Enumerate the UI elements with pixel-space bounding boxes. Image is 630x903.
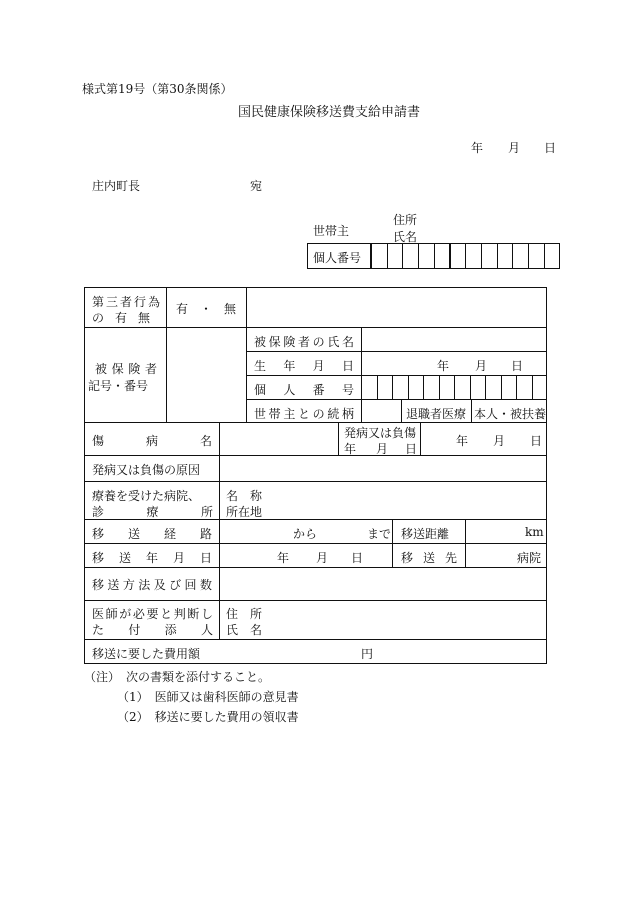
- transfer-day-label: 日: [351, 551, 364, 565]
- insured-label-1: 被保険者: [95, 362, 157, 376]
- date-day-label: 日: [544, 141, 557, 155]
- cost-unit: 円: [361, 647, 374, 661]
- onset-date-year: 年: [456, 434, 469, 448]
- notes-item-2: （2） 移送に要した費用の領収書: [117, 710, 299, 724]
- my-number-digit-box[interactable]: [402, 243, 419, 269]
- addressee-name: 庄内町長: [92, 179, 141, 193]
- retired-label: 退職者医療: [406, 407, 467, 421]
- my-number-digit-box[interactable]: [450, 243, 467, 269]
- birth-month-label: 月: [475, 359, 488, 373]
- hospital-location-label: 所在地: [226, 505, 263, 519]
- my-number-digit-box[interactable]: [371, 243, 388, 269]
- destination-label: 移送先: [401, 551, 457, 565]
- addressee-honorific: 宛: [250, 179, 263, 193]
- method-label: 移送方法及び回数: [92, 578, 212, 592]
- retired-value[interactable]: 本人・被扶養: [474, 407, 547, 421]
- third-party-label-2: の有無: [92, 311, 150, 325]
- my-number-digit-box[interactable]: [497, 243, 514, 269]
- hospital-label-2-a: 診: [92, 505, 105, 519]
- cause-label: 発病又は負傷の原因: [92, 463, 201, 477]
- onset-label-1: 発病又は負傷: [344, 426, 417, 440]
- form-title: 国民健康保険移送費支給申請書: [238, 105, 421, 120]
- notes-item-1: （1） 医師又は歯科医師の意見書: [117, 690, 299, 704]
- personal-number-digit-divider: [439, 375, 440, 399]
- personal-number-digit-divider: [532, 375, 533, 399]
- personal-number-digit-divider: [470, 375, 471, 399]
- transfer-date-label: 移送年月日: [92, 551, 212, 565]
- personal-number-digit-divider: [408, 375, 409, 399]
- insured-label-2: 記号・番号: [88, 379, 149, 393]
- personal-number-digit-divider: [377, 375, 378, 399]
- attendant-address-label: 住 所: [226, 607, 263, 621]
- onset-day-label: 日: [405, 442, 418, 456]
- distance-label: 移送距離: [401, 527, 450, 541]
- hospital-label-2-c: 所: [200, 505, 213, 519]
- date-month-label: 月: [508, 141, 521, 155]
- my-number-digit-box[interactable]: [481, 243, 498, 269]
- birth-date-label: 生年月日: [254, 359, 354, 373]
- personal-number-digit-divider: [516, 375, 517, 399]
- transfer-month-label: 月: [316, 551, 329, 565]
- onset-date-month: 月: [493, 434, 506, 448]
- third-party-options[interactable]: 有 ・ 無: [176, 302, 237, 316]
- form-number: 様式第19号（第30条関係）: [82, 82, 233, 96]
- destination-value: 病院: [517, 551, 542, 565]
- onset-date-day: 日: [530, 434, 543, 448]
- third-party-label-1: 第三者行為: [92, 295, 160, 309]
- personal-number-digit-divider: [423, 375, 424, 399]
- householder-address-label: 住所: [393, 213, 418, 227]
- route-to-label: まで: [367, 527, 392, 541]
- onset-month-label: 月: [376, 442, 389, 456]
- my-number-digit-box[interactable]: [465, 243, 482, 269]
- attendant-label-2-a: た: [92, 623, 105, 637]
- notes-heading: （注） 次の書類を添付すること。: [84, 670, 271, 684]
- my-number-digit-box[interactable]: [387, 243, 404, 269]
- hospital-label-2: [92, 503, 213, 520]
- attendant-name-label: 氏 名: [226, 623, 263, 637]
- distance-unit: km: [525, 525, 544, 539]
- transfer-year-label: 年: [277, 551, 290, 565]
- insured-name-label: 被保険者の氏名: [254, 335, 354, 349]
- my-number-digit-box[interactable]: [544, 243, 561, 269]
- attendant-label-2-b: 付: [128, 623, 141, 637]
- my-number-digit-box[interactable]: [434, 243, 451, 269]
- hospital-label-1: 療養を受けた病院、: [92, 489, 201, 503]
- personal-number-digit-divider: [501, 375, 502, 399]
- onset-year-label: 年: [344, 442, 357, 456]
- my-number-digit-box[interactable]: [528, 243, 545, 269]
- attendant-label-1: 医師が必要と判断し: [92, 607, 213, 621]
- my-number-label: 個人番号: [313, 251, 362, 265]
- hospital-name-label: 名 称: [226, 489, 263, 503]
- personal-number-digit-divider: [454, 375, 455, 399]
- hospital-label-2-b: 療: [146, 505, 159, 519]
- route-from-label: から: [293, 527, 318, 541]
- personal-number-digit-divider: [485, 375, 486, 399]
- my-number-digit-box[interactable]: [512, 243, 529, 269]
- my-number-digit-box[interactable]: [418, 243, 435, 269]
- householder-name-label: 氏名: [393, 230, 418, 244]
- route-label: 移送経路: [92, 527, 212, 541]
- birth-year-label: 年: [437, 359, 450, 373]
- relation-label: 世帯主との続柄: [254, 407, 354, 421]
- householder-label: 世帯主: [313, 224, 350, 238]
- personal-number-digit-divider: [392, 375, 393, 399]
- my-number-label-cell: [307, 243, 371, 269]
- attendant-label-2-c: 添: [164, 623, 177, 637]
- personal-number-label: 個人番号: [254, 383, 354, 397]
- birth-day-label: 日: [511, 359, 524, 373]
- attendant-label-2-d: 人: [200, 623, 213, 637]
- attendant-label-2: [92, 621, 213, 638]
- date-year-label: 年: [471, 141, 484, 155]
- cost-label: 移送に要した費用額: [92, 647, 201, 661]
- disease-label: 傷病名: [92, 434, 212, 448]
